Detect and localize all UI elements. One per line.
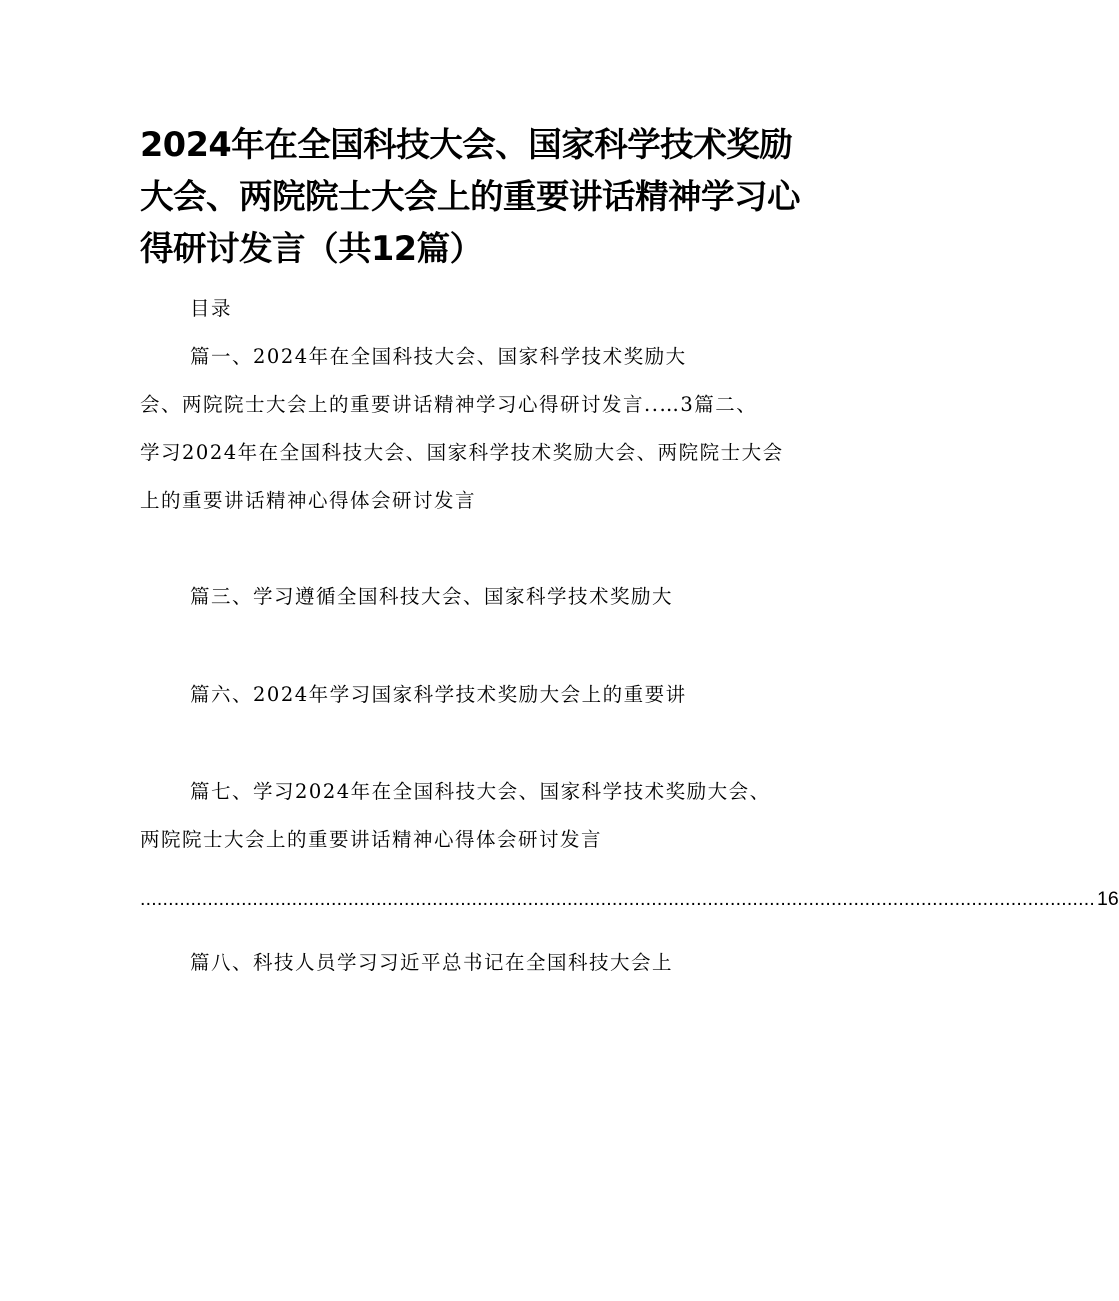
- toc-leader-row: [140, 883, 1119, 911]
- toc-entry-line: 上的重要讲话精神心得体会研讨发言: [140, 489, 477, 512]
- toc-entry-line: 会、两院院士大会上的重要讲话精神学习心得研讨发言..…3篇二、: [140, 393, 758, 416]
- toc-entry-line: 篇七、学习2024年在全国科技大会、国家科学技术奖励大会、: [190, 780, 771, 803]
- toc-entry-line: 篇三、学习遵循全国科技大会、国家科学技术奖励大: [190, 585, 674, 608]
- toc-page-number: 16: [1097, 888, 1119, 910]
- document-title: 2024年在全国科技大会、国家科学技术奖励大会、两院院士大会上的重要讲话精神学习心得研讨发言（共12篇）: [140, 125, 800, 268]
- toc-entry-line: 两院院士大会上的重要讲话精神心得体会研讨发言: [140, 828, 603, 851]
- toc-leader-dots: ..........................................................................................................................................................................: [140, 888, 1096, 910]
- toc-entry-line: 篇一、2024年在全国科技大会、国家科学技术奖励大: [190, 345, 687, 368]
- toc-entry-line: 篇八、科技人员学习习近平总书记在全国科技大会上: [190, 951, 674, 974]
- toc-heading: 目录: [190, 297, 233, 320]
- toc-entry-line: 篇六、2024年学习国家科学技术奖励大会上的重要讲: [190, 683, 687, 706]
- toc-entry-line: 学习2024年在全国科技大会、国家科学技术奖励大会、两院院士大会: [140, 441, 784, 464]
